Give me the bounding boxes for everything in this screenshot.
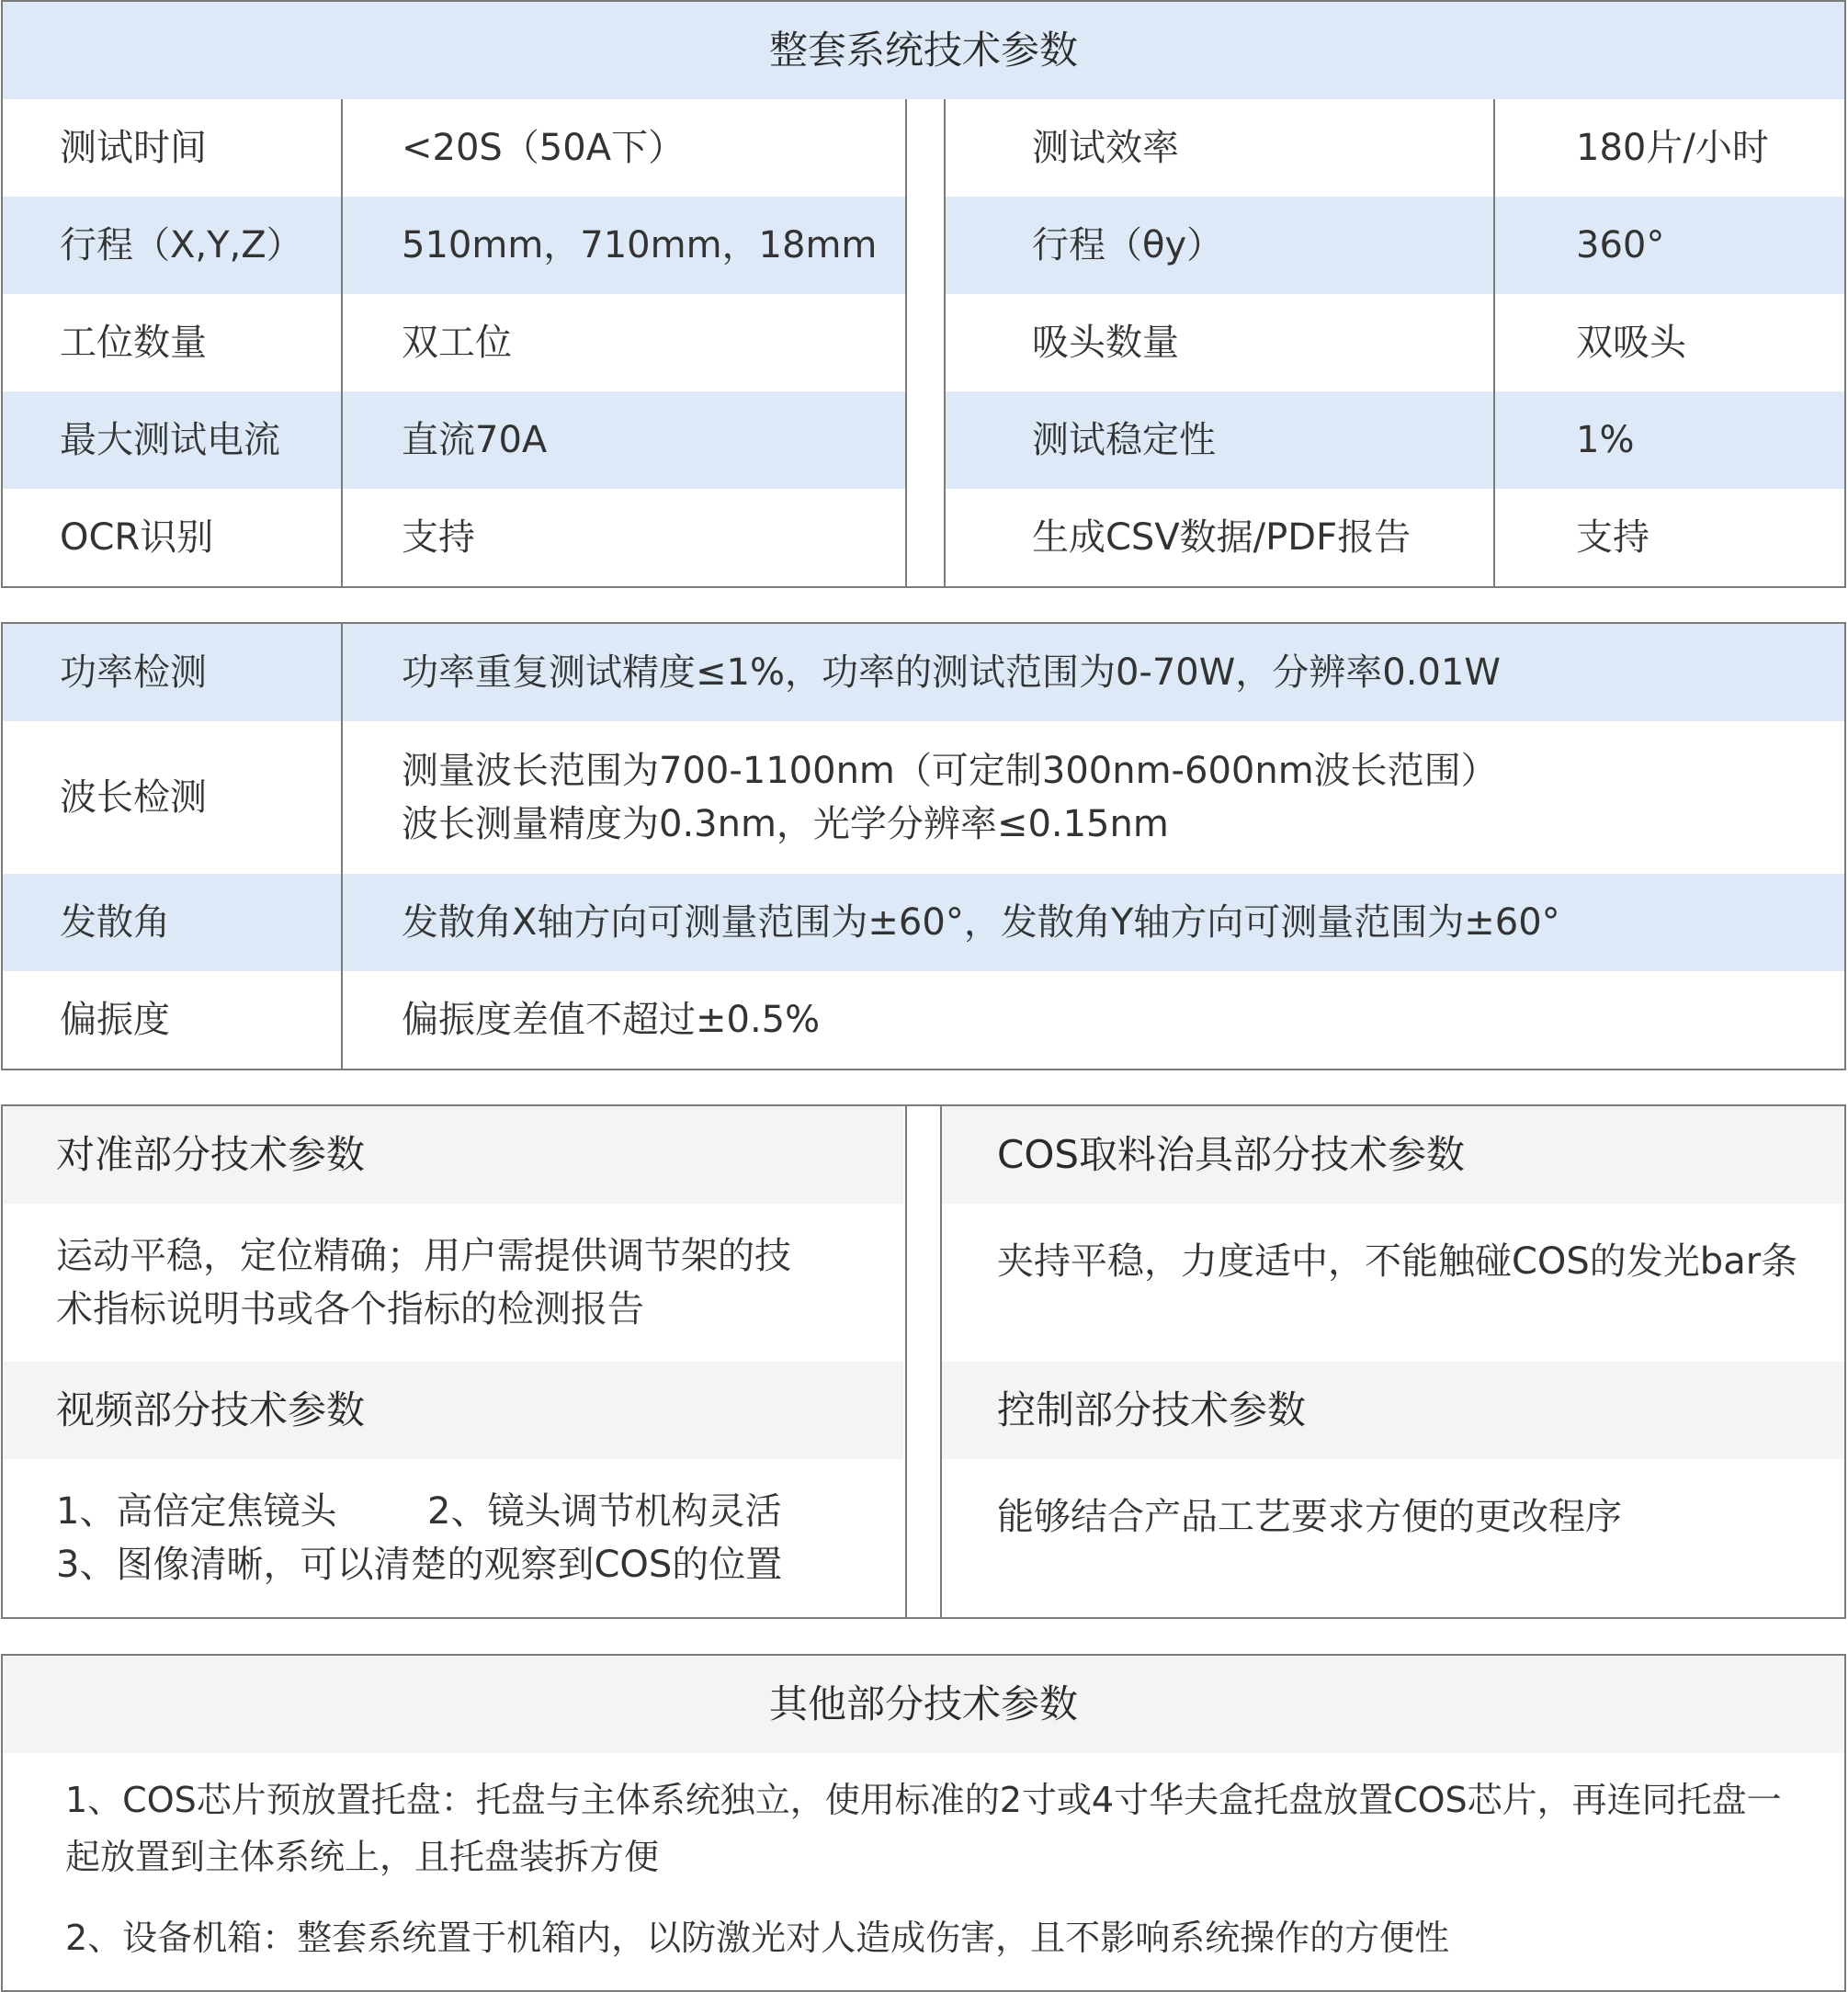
divider: [940, 1106, 942, 1617]
divider: [341, 99, 343, 586]
value-power-detection: 功率重复测试精度≤1%，功率的测试范围为0-70W，分辨率0.01W: [402, 651, 1501, 694]
divider: [1493, 99, 1495, 586]
value-travel-xyz: 510mm，710mm，18mm: [402, 224, 878, 266]
value-stability: 1%: [1576, 419, 1635, 461]
value-polarization: 偏振度差值不超过±0.5%: [402, 999, 821, 1041]
label-ocr: OCR识别: [60, 516, 214, 559]
system-params-title: 整套系统技术参数: [3, 2, 1844, 99]
cos-fixture-title: COS取料治具部分技术参数: [942, 1106, 1844, 1204]
label-nozzle-count: 吸头数量: [1032, 322, 1179, 364]
label-stability: 测试稳定性: [1032, 419, 1216, 461]
alignment-line-2: 术指标说明书或各个指标的检测报告: [56, 1288, 644, 1330]
value-test-efficiency: 180片/小时: [1576, 127, 1769, 169]
divider: [905, 99, 907, 586]
value-nozzle-count: 双吸头: [1576, 322, 1686, 364]
video-item-1: 1、高倍定焦镜头: [56, 1490, 337, 1533]
value-travel-theta: 360°: [1576, 224, 1665, 266]
video-content: [56, 1459, 901, 1617]
control-line-1: 能够结合产品工艺要求方便的更改程序: [997, 1496, 1622, 1538]
value-wavelength-detection: [402, 721, 1835, 874]
control-title: 控制部分技术参数: [942, 1362, 1844, 1459]
value-report: 支持: [1576, 516, 1650, 559]
label-travel-xyz: 行程（X,Y,Z）: [60, 224, 303, 266]
other-params-table: [1, 1654, 1846, 1992]
label-divergence-angle: 发散角: [60, 901, 170, 944]
value-ocr: 支持: [402, 516, 475, 559]
center-gap: [907, 1106, 940, 1617]
label-test-efficiency: 测试效率: [1032, 127, 1179, 169]
label-power-detection: 功率检测: [60, 651, 207, 694]
other-item-1-line-2: 起放置到主体系统上，且托盘装拆方便: [65, 1837, 660, 1877]
parts-params-table: [1, 1104, 1846, 1619]
label-station-count: 工位数量: [60, 322, 207, 364]
label-report: 生成CSV数据/PDF报告: [1032, 516, 1412, 559]
other-item-1-line-1: 1、COS芯片预放置托盘：托盘与主体系统独立，使用标准的2寸或4寸华夫盒托盘放置COS芯片，再连同托盘一: [65, 1780, 1782, 1820]
value-station-count: 双工位: [402, 322, 512, 364]
video-line-1: [56, 1485, 781, 1538]
alignment-content: [56, 1204, 901, 1362]
label-polarization: 偏振度: [60, 999, 170, 1041]
label-test-time: 测试时间: [60, 127, 207, 169]
value-max-current: 直流70A: [402, 419, 548, 461]
system-params-table: [1, 0, 1846, 588]
label-wavelength-detection: 波长检测: [60, 776, 207, 819]
value-divergence-angle: 发散角X轴方向可测量范围为±60°，发散角Y轴方向可测量范围为±60°: [402, 901, 1560, 944]
cos-fixture-line-1: 夹持平稳，力度适中，不能触碰COS的发光bar条: [997, 1240, 1798, 1283]
other-item-1: [65, 1771, 1839, 1885]
wavelength-line-2: 波长测量精度为0.3nm，光学分辨率≤0.15nm: [402, 803, 1169, 845]
wavelength-line-1: 测量波长范围为700-1100nm（可定制300nm-600nm波长范围）: [402, 750, 1498, 792]
center-gap: [907, 99, 944, 586]
alignment-line-1: 运动平稳，定位精确；用户需提供调节架的技: [56, 1235, 791, 1277]
label-max-current: 最大测试电流: [60, 419, 280, 461]
control-content: [997, 1459, 1833, 1617]
video-title: 视频部分技术参数: [3, 1362, 903, 1459]
video-item-2: 2、镜头调节机构灵活: [427, 1490, 782, 1533]
other-params-title: 其他部分技术参数: [3, 1656, 1844, 1753]
cos-fixture-content: [997, 1204, 1833, 1362]
video-line-2: 3、图像清晰，可以清楚的观察到COS的位置: [56, 1544, 783, 1586]
detection-params-table: [1, 622, 1846, 1070]
label-travel-theta: 行程（θy）: [1032, 224, 1224, 266]
other-item-2-line-1: 2、设备机箱：整套系统置于机箱内，以防激光对人造成伤害，且不影响系统操作的方便性: [65, 1918, 1450, 1958]
divider: [944, 99, 946, 586]
value-test-time: <20S（50A下）: [402, 127, 686, 169]
other-item-2: [65, 1909, 1839, 1966]
alignment-title: 对准部分技术参数: [3, 1106, 903, 1204]
divider: [341, 624, 343, 1069]
